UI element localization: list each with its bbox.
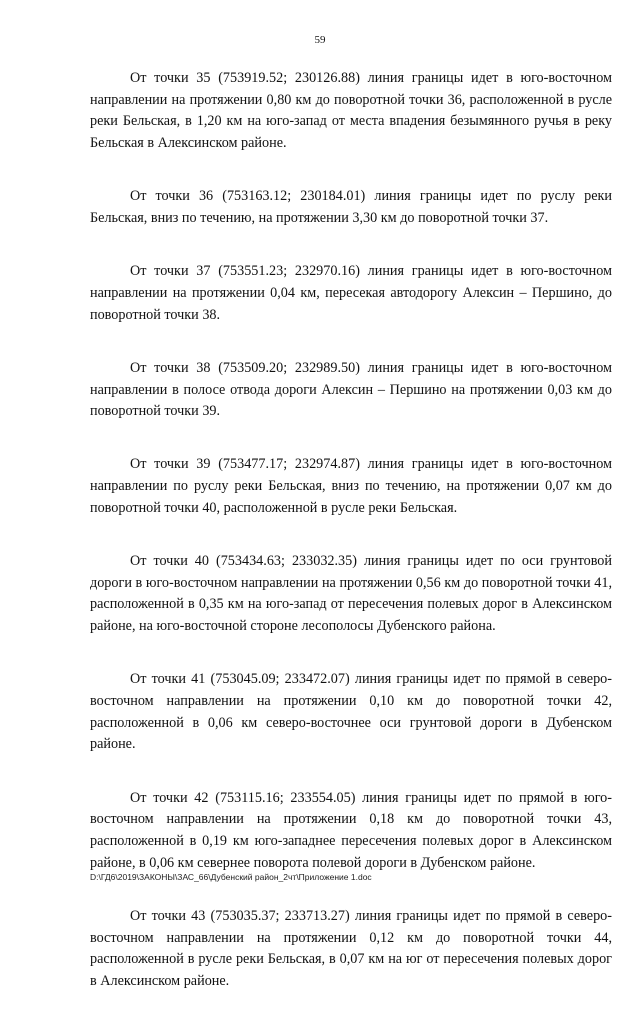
- paragraph: От точки 38 (753509.20; 232989.50) линия границы идет в юго-восточном направлении в полосе отвода дороги Алексин – Першино на протяжении 0,03 км до поворотной точки 39.: [90, 359, 612, 420]
- paragraph: От точки 41 (753045.09; 233472.07) линия границы идет по прямой в северо-восточном направлении на протяжении 0,10 км до поворотной точки 42, расположенной в 0,06 км северо-восточнее оси грунтовой дороги в Дубенском районе.: [90, 671, 612, 753]
- paragraph: От точки 35 (753919.52; 230126.88) линия границы идет в юго-восточном направлении на протяжении 0,80 км до поворотной точки 36, расположенной в русле реки Бельская, в 1,20 км на юго-запад от места впадения безымянного ручья в реку Бельская в Алексинском районе.: [90, 70, 612, 152]
- paragraph: От точки 40 (753434.63; 233032.35) линия границы идет по оси грунтовой дороги в юго-восточном направлении на протяжении 0,56 км до поворотной точки 41, расположенной в 0,35 км на юго-запад от пересечения полевых дорог в Алексинском районе, на юго-восточной стороне лесополосы Дубенского района.: [90, 553, 612, 635]
- paragraph: От точки 42 (753115.16; 233554.05) линия границы идет по прямой в юго-восточном направлении на протяжении 0,18 км до поворотной точки 43, расположенной в 0,19 км юго-западнее пересечения полевых дорог в Алексинском районе, в 0,06 км севернее поворота полевой дороги в Дубенском районе.: [90, 789, 612, 871]
- paragraph: От точки 43 (753035.37; 233713.27) линия границы идет по прямой в северо-восточном направлении на протяжении 0,12 км до поворотной точки 44, расположенной в русле реки Бельская, в 0,07 км на юг от пересечения полевых дорог в Алексинском районе.: [90, 907, 612, 990]
- paragraph: От точки 39 (753477.17; 232974.87) линия границы идет в юго-восточном направлении по руслу реки Бельская, вниз по течению, на протяжении 0,07 км до поворотной точки 40, расположенной в русле реки Бельская.: [90, 456, 612, 516]
- paragraph: От точки 36 (753163.12; 230184.01) линия границы идет по руслу реки Бельская, вниз по течению, на протяжении 3,30 км до поворотной точки 37.: [90, 188, 612, 227]
- paragraph: От точки 37 (753551.23; 232970.16) линия границы идет в юго-восточном направлении на протяжении 0,04 км, пересекая автодорогу Алексин – Першино, до поворотной точки 38.: [90, 263, 612, 323]
- footer-file-path: D:\ГД6\2019\ЗАКОНЫ\ЗАС_66\Дубенский район_2чт\Приложение 1.doc: [90, 872, 372, 882]
- page-number: 59: [314, 34, 326, 46]
